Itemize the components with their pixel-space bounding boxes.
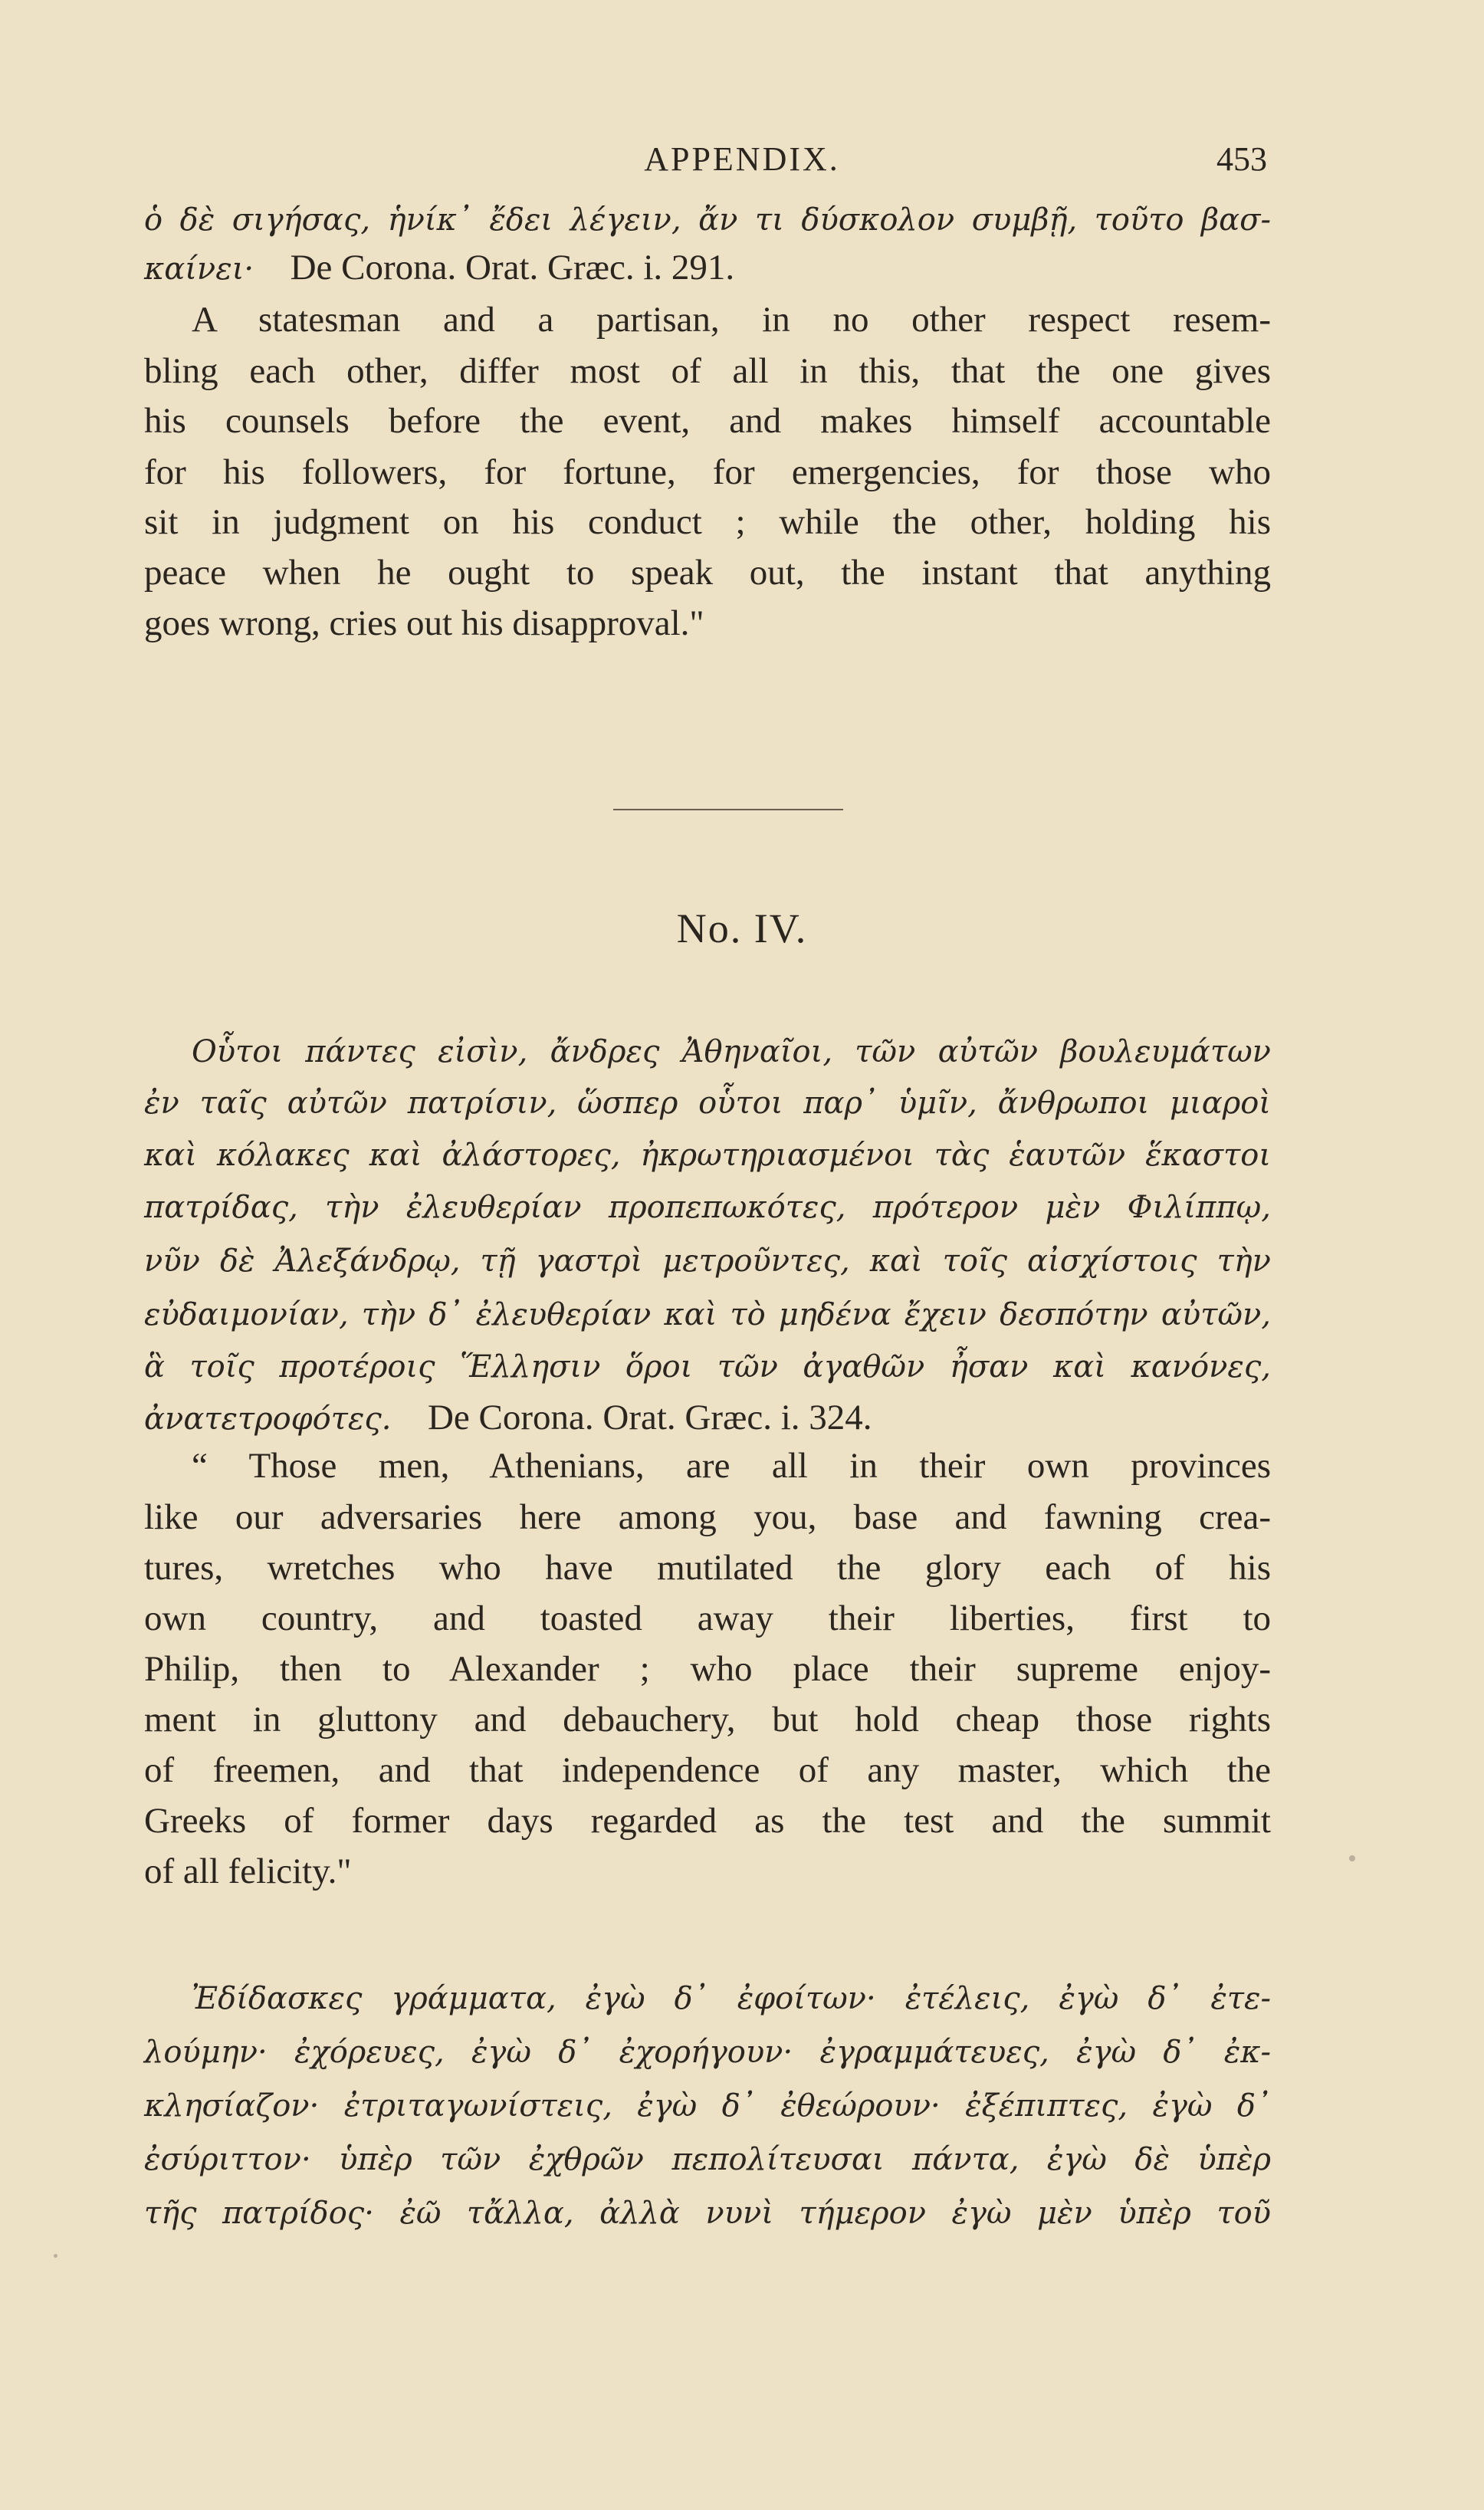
greek-line: Οὗτοι πάντες εἰσὶν, ἄνδρες Ἀθηναῖοι, τῶν αὐτῶν βουλευμάτων bbox=[192, 1034, 1271, 1069]
paper-blemish bbox=[54, 2254, 57, 2258]
english-line: sit in judgment on his conduct ; while the other, holding his bbox=[144, 502, 1271, 542]
english-line: “ Those men, Athenians, are all in their own provinces bbox=[192, 1446, 1271, 1486]
english-line: of freemen, and that independence of any master, which the bbox=[144, 1750, 1271, 1790]
english-line: own country, and toasted away their liberties, first to bbox=[144, 1598, 1271, 1638]
greek-line: καὶ κόλακες καὶ ἀλάστορες, ἠκρωτηριασμένοι τὰς ἑαυτῶν ἕκαστοι bbox=[144, 1138, 1271, 1173]
greek-fragment: ἀνατετροφότες. bbox=[144, 1401, 392, 1437]
page-header bbox=[0, 140, 1484, 186]
english-line: peace when he ought to speak out, the instant that anything bbox=[144, 553, 1271, 593]
greek-line: ὁ δὲ σιγήσας, ἡνίκ᾽ ἔδει λέγειν, ἄν τι δύσκολον συμβῇ, τοῦτο βασ- bbox=[144, 202, 1271, 238]
english-line: A statesman and a partisan, in no other respect resem- bbox=[192, 300, 1271, 340]
greek-line: ἐσύριττον· ὑπὲρ τῶν ἐχθρῶν πεπολίτευσαι πάντα, ἐγὼ δὲ ὑπὲρ bbox=[144, 2142, 1271, 2177]
greek-line: εὐδαιμονίαν, τὴν δ᾽ ἐλευθερίαν καὶ τὸ μηδένα ἔχειν δεσπότην αὐτῶν, bbox=[144, 1297, 1271, 1332]
running-title: APPENDIX. bbox=[644, 140, 840, 178]
greek-line: νῦν δὲ Ἀλεξάνδρῳ, τῇ γαστρὶ μετροῦντες, καὶ τοῖς αἰσχίστοις τὴν bbox=[144, 1244, 1271, 1279]
greek-line-with-citation bbox=[144, 245, 1271, 291]
section-divider bbox=[613, 809, 843, 810]
greek-fragment: καίνει· bbox=[144, 251, 254, 287]
greek-line: ἐν ταῖς αὐτῶν πατρίσιν, ὥσπερ οὗτοι παρ᾽ ὑμῖν, ἄνθρωποι μιαροὶ bbox=[144, 1086, 1271, 1121]
greek-line: πατρίδας, τὴν ἐλευθερίαν προπεπωκότες, πρότερον μὲν Φιλίππῳ, bbox=[144, 1190, 1271, 1225]
english-line: goes wrong, cries out his disapproval." bbox=[144, 603, 704, 643]
english-line: his counsels before the event, and makes himself accountable bbox=[144, 401, 1271, 441]
citation: De Corona. Orat. Græc. i. 324. bbox=[427, 1398, 872, 1437]
english-line: tures, wretches who have mutilated the glory each of his bbox=[144, 1548, 1271, 1588]
english-line: Greeks of former days regarded as the test and the summit bbox=[144, 1801, 1271, 1841]
english-line: for his followers, for fortune, for emergencies, for those who bbox=[144, 452, 1271, 492]
english-line: Philip, then to Alexander ; who place their supreme enjoy- bbox=[144, 1649, 1271, 1689]
english-line: of all felicity." bbox=[144, 1851, 352, 1891]
paper-blemish bbox=[1349, 1855, 1355, 1861]
greek-line: Ἐδίδασκες γράμματα, ἐγὼ δ᾽ ἐφοίτων· ἐτέλεις, ἐγὼ δ᾽ ἐτε- bbox=[192, 1981, 1271, 2016]
greek-line-with-citation bbox=[144, 1395, 1271, 1441]
english-line: like our adversaries here among you, base and fawning crea- bbox=[144, 1497, 1271, 1537]
greek-line: τῆς πατρίδος· ἐῶ τἄλλα, ἀλλὰ νυνὶ τήμερον ἐγὼ μὲν ὑπὲρ τοῦ bbox=[144, 2196, 1271, 2231]
english-line: ment in gluttony and debauchery, but hold cheap those rights bbox=[144, 1700, 1271, 1740]
greek-line: λούμην· ἐχόρευες, ἐγὼ δ᾽ ἐχορήγουν· ἐγραμμάτευες, ἐγὼ δ᾽ ἐκ- bbox=[144, 2035, 1271, 2070]
english-line: bling each other, differ most of all in this, that the one gives bbox=[144, 351, 1271, 391]
greek-line: ἃ τοῖς προτέροις Ἕλλησιν ὅροι τῶν ἀγαθῶν ἦσαν καὶ κανόνες, bbox=[144, 1349, 1271, 1385]
section-heading: No. IV. bbox=[676, 905, 808, 951]
page-number: 453 bbox=[1216, 140, 1267, 178]
greek-line: κλησίαζον· ἐτριταγωνίστεις, ἐγὼ δ᾽ ἐθεώρουν· ἐξέπιπτες, ἐγὼ δ᾽ bbox=[144, 2088, 1271, 2124]
citation: De Corona. Orat. Græc. i. 291. bbox=[290, 248, 735, 287]
